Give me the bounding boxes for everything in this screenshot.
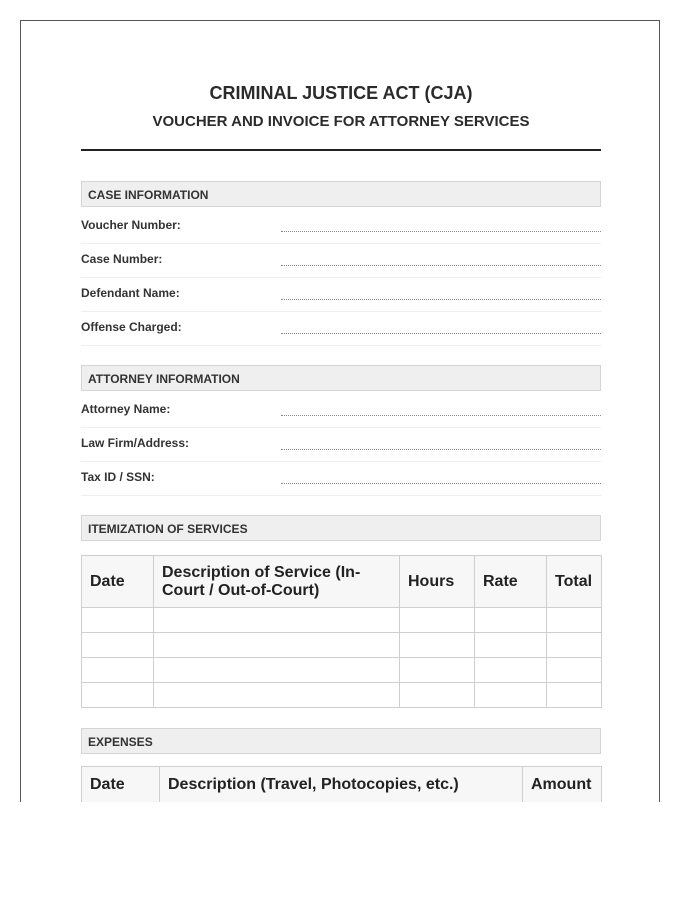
itemization-header: ITEMIZATION OF SERVICES bbox=[81, 515, 601, 541]
table-cell[interactable] bbox=[400, 658, 475, 683]
offense-charged-row bbox=[81, 311, 601, 346]
voucher-number-label: Voucher Number: bbox=[81, 218, 181, 232]
law-firm-address-label: Law Firm/Address: bbox=[81, 436, 190, 450]
table-cell[interactable] bbox=[475, 683, 547, 708]
expenses-table bbox=[81, 766, 602, 802]
table-cell[interactable] bbox=[154, 633, 400, 658]
expenses-col-description: Description (Travel, Photocopies, etc.) bbox=[160, 767, 523, 803]
table-cell[interactable] bbox=[547, 633, 602, 658]
table-row bbox=[82, 608, 602, 633]
case-information-header: CASE INFORMATION bbox=[81, 181, 601, 207]
table-row bbox=[82, 683, 602, 708]
table-cell[interactable] bbox=[475, 633, 547, 658]
table-row bbox=[82, 633, 602, 658]
expenses-col-date: Date bbox=[82, 767, 160, 803]
defendant-name-field[interactable] bbox=[281, 299, 601, 300]
law-firm-address-row bbox=[81, 427, 601, 462]
document-title: CRIMINAL JUSTICE ACT (CJA) bbox=[209, 83, 473, 103]
voucher-number-field[interactable] bbox=[281, 231, 601, 232]
offense-charged-field[interactable] bbox=[281, 333, 601, 334]
case-number-field[interactable] bbox=[281, 265, 601, 266]
tax-id-field[interactable] bbox=[281, 483, 601, 484]
law-firm-address-field[interactable] bbox=[281, 449, 601, 450]
table-cell[interactable] bbox=[82, 683, 154, 708]
document-subtitle: VOUCHER AND INVOICE FOR ATTORNEY SERVICES bbox=[152, 113, 530, 130]
table-cell[interactable] bbox=[154, 608, 400, 633]
document-page bbox=[20, 20, 660, 802]
table-cell[interactable] bbox=[154, 683, 400, 708]
table-cell[interactable] bbox=[475, 608, 547, 633]
table-cell[interactable] bbox=[400, 683, 475, 708]
table-cell[interactable] bbox=[82, 608, 154, 633]
itemization-col-date: Date bbox=[82, 556, 154, 608]
table-row bbox=[82, 658, 602, 683]
itemization-col-total: Total bbox=[547, 556, 602, 608]
case-number-label: Case Number: bbox=[81, 252, 163, 266]
itemization-col-description: Description of Service (In-Court / Out-of-Court) bbox=[154, 556, 400, 608]
defendant-name-label: Defendant Name: bbox=[81, 286, 180, 300]
table-cell[interactable] bbox=[82, 658, 154, 683]
table-cell[interactable] bbox=[154, 658, 400, 683]
table-cell[interactable] bbox=[400, 608, 475, 633]
tax-id-row bbox=[81, 461, 601, 496]
itemization-header-row bbox=[82, 556, 602, 608]
itemization-table bbox=[81, 555, 602, 708]
table-cell[interactable] bbox=[82, 633, 154, 658]
table-cell[interactable] bbox=[547, 608, 602, 633]
attorney-information-header: ATTORNEY INFORMATION bbox=[81, 365, 601, 391]
attorney-name-label: Attorney Name: bbox=[81, 402, 171, 416]
expenses-col-amount: Amount bbox=[523, 767, 602, 803]
offense-charged-label: Offense Charged: bbox=[81, 320, 182, 334]
itemization-col-hours: Hours bbox=[400, 556, 475, 608]
tax-id-label: Tax ID / SSN: bbox=[81, 470, 155, 484]
title-divider bbox=[81, 149, 601, 151]
attorney-name-field[interactable] bbox=[281, 415, 601, 416]
attorney-name-row bbox=[81, 393, 601, 428]
table-cell[interactable] bbox=[547, 658, 602, 683]
expenses-header: EXPENSES bbox=[81, 728, 601, 754]
table-cell[interactable] bbox=[475, 658, 547, 683]
defendant-name-row bbox=[81, 277, 601, 312]
expenses-header-row bbox=[82, 767, 602, 803]
case-number-row bbox=[81, 243, 601, 278]
table-cell[interactable] bbox=[400, 633, 475, 658]
table-cell[interactable] bbox=[547, 683, 602, 708]
voucher-number-row bbox=[81, 209, 601, 244]
itemization-col-rate: Rate bbox=[475, 556, 547, 608]
